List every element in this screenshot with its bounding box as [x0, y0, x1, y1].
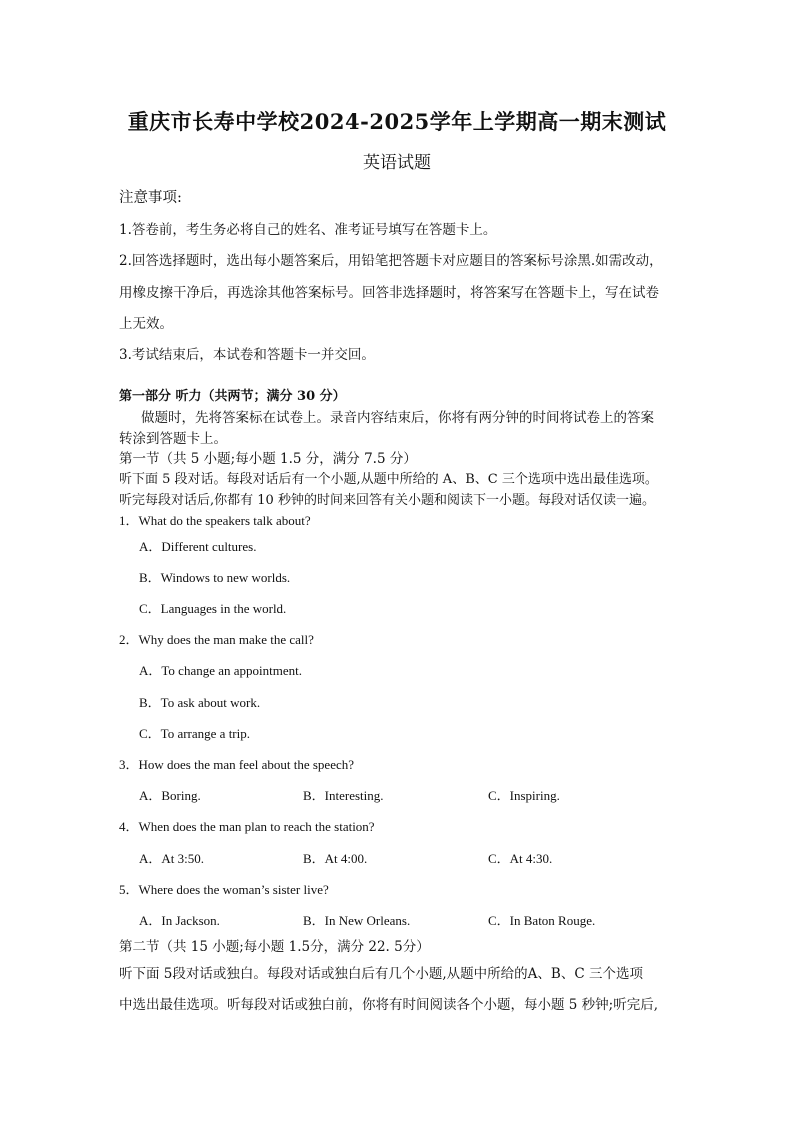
section1-instruction-line-1: 听下面 5 段对话。每段对话后有一个小题,从题中所给的 A、B、C 三个选项中选出最佳选项。: [119, 472, 658, 487]
question-1-option-b[interactable]: B．Windows to new worlds.: [139, 570, 291, 585]
question-4-option-b[interactable]: B．At 4:00.: [303, 851, 368, 866]
part1-intro-line-2: 转涂到答题卡上。: [119, 431, 227, 447]
notice-item-2-line-1: 2.回答选择题时，选出每小题答案后，用铅笔把答题卡对应题目的答案标号涂黑.如需改动，: [119, 253, 663, 269]
notice-heading: 注意事项:: [119, 190, 182, 206]
notice-item-3: 3.考试结束后，本试卷和答题卡一并交回。: [119, 347, 375, 363]
question-5-option-a[interactable]: A．In Jackson.: [139, 913, 220, 928]
notice-item-2-line-2: 用橡皮擦干净后，再选涂其他答案标号。回答非选择题时，将答案写在答题卡上，写在试卷: [119, 285, 659, 301]
question-1-stem: 1．What do the speakers talk about?: [119, 513, 311, 528]
exam-title: 重庆市长寿中学校2024-2025学年上学期高一期末测试: [127, 109, 667, 134]
question-5-option-c[interactable]: C．In Baton Rouge.: [488, 913, 596, 928]
section1-heading: 第一节（共 5 小题;每小题 1.5 分，满分 7.5 分）: [119, 451, 417, 467]
question-1-option-a[interactable]: A．Different cultures.: [139, 539, 257, 554]
question-2-option-c[interactable]: C．To arrange a trip.: [139, 726, 250, 741]
question-5-stem: 5．Where does the woman’s sister live?: [119, 882, 329, 897]
question-1-option-c[interactable]: C．Languages in the world.: [139, 601, 287, 616]
section2-instruction-line-1: 听下面 5段对话或独白。每段对话或独白后有几个小题,从题中所给的A、B、C 三个选项: [119, 966, 643, 982]
question-2-option-a[interactable]: A．To change an appointment.: [139, 663, 302, 678]
question-4-option-c[interactable]: C．At 4:30.: [488, 851, 553, 866]
question-4-option-a[interactable]: A．At 3:50.: [139, 851, 205, 866]
notice-item-1: 1.答卷前，考生务必将自己的姓名、准考证号填写在答题卡上。: [119, 222, 497, 238]
question-3-option-b[interactable]: B．Interesting.: [303, 788, 384, 803]
part1-heading: 第一部分 听力（共两节；满分 30 分）: [119, 389, 346, 404]
question-3-option-a[interactable]: A．Boring.: [139, 788, 201, 803]
section2-instruction-line-2: 中选出最佳选项。听每段对话或独白前，你将有时间阅读各个小题，每小题 5 秒钟;听完后,: [119, 997, 659, 1013]
exam-subtitle: 英语试题: [363, 153, 431, 173]
question-2-option-b[interactable]: B．To ask about work.: [139, 695, 261, 710]
question-3-option-c[interactable]: C．Inspiring.: [488, 788, 560, 803]
question-3-stem: 3．How does the man feel about the speech?: [119, 757, 355, 772]
question-4-stem: 4．When does the man plan to reach the station?: [119, 819, 375, 834]
section2-heading: 第二节（共 15 小题;每小题 1.5分，满分 22. 5分）: [119, 939, 430, 955]
notice-item-2-line-3: 上无效。: [119, 316, 173, 332]
section1-instruction-line-2: 听完每段对话后,你都有 10 秒钟的时间来回答有关小题和阅读下一小题。每段对话仅读一遍。: [119, 493, 655, 508]
question-5-option-b[interactable]: B．In New Orleans.: [303, 913, 411, 928]
part1-intro-line-1: 做题时，先将答案标在试卷上。录音内容结束后，你将有两分钟的时间将试卷上的答案: [141, 410, 654, 426]
question-2-stem: 2．Why does the man make the call?: [119, 632, 314, 647]
